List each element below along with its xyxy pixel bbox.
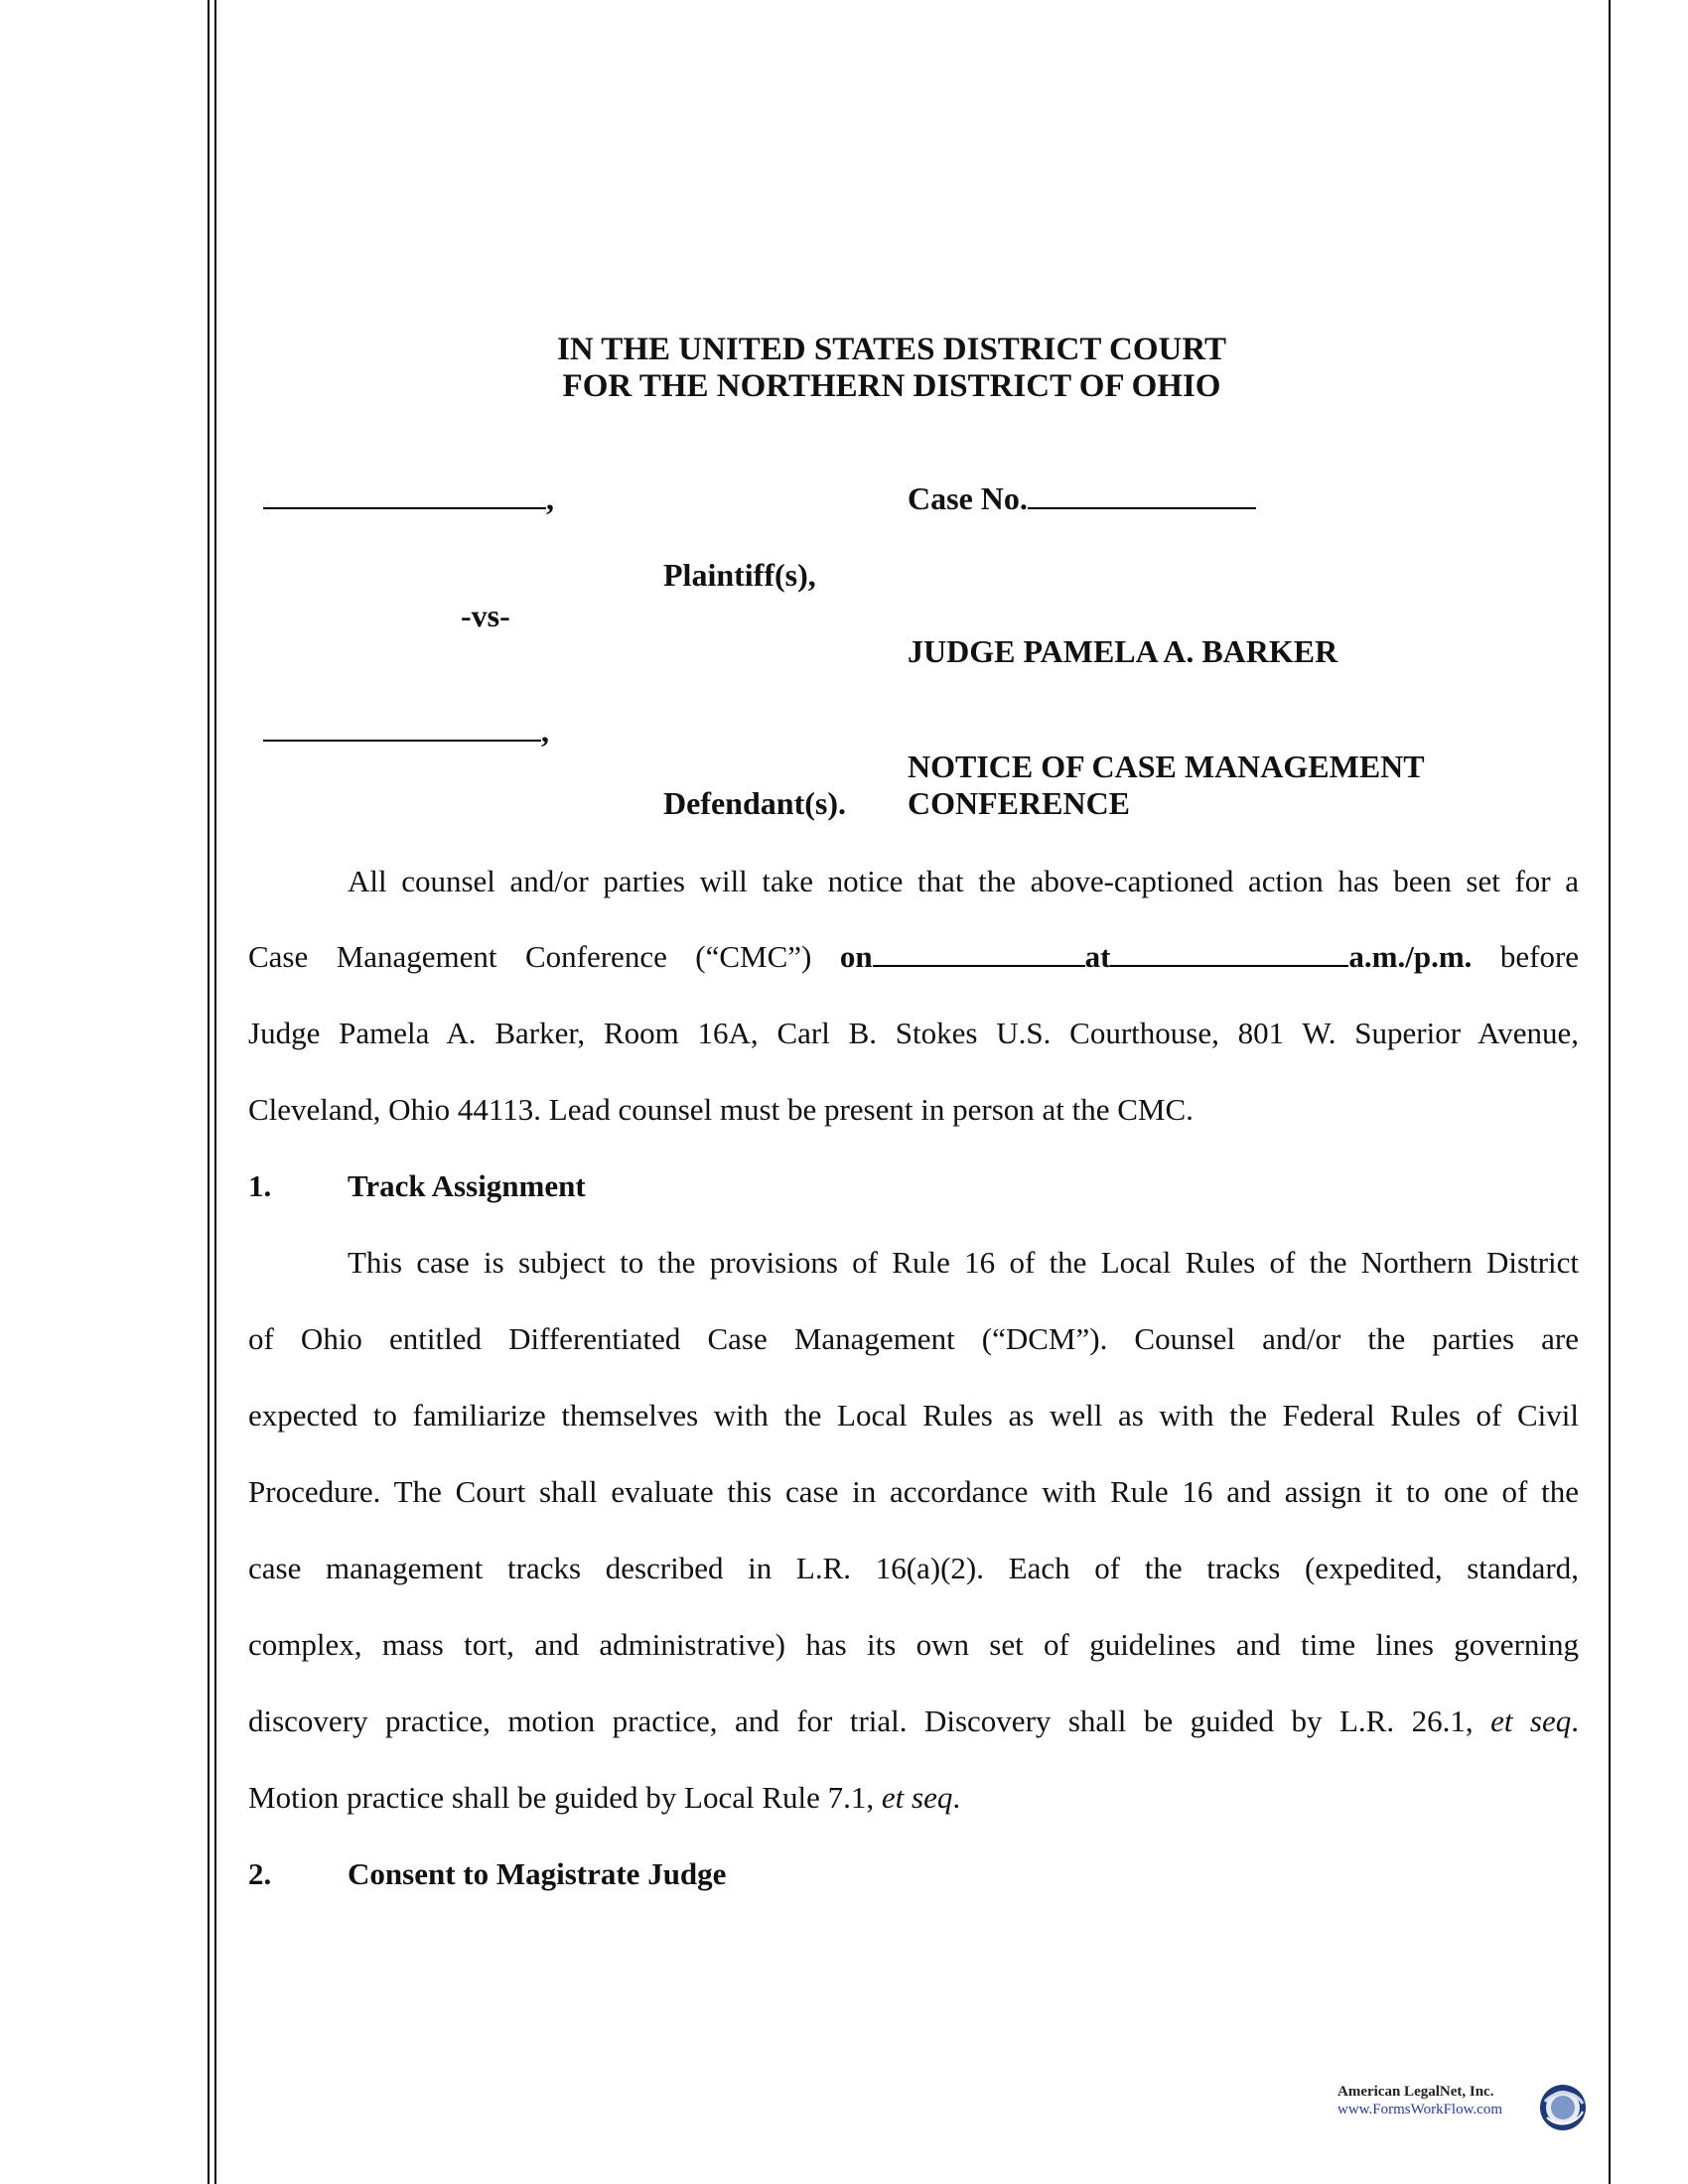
- defendant-name-field[interactable]: ,: [263, 713, 549, 750]
- court-name-line-1: IN THE UNITED STATES DISTRICT COURT: [556, 332, 1227, 367]
- case-number-field[interactable]: Case No.: [908, 480, 1256, 517]
- section-1-line-6: complex, mass tort, and administrative) has its own set of guidelines and time lines governing: [248, 1627, 1579, 1662]
- section-1-line-1: This case is subject to the provisions of Rule 16 of the Local Rules of the Northern District: [348, 1245, 1579, 1280]
- section-1-line-5: case management tracks described in L.R. 16(a)(2). Each of the tracks (expedited, standard,: [248, 1551, 1579, 1585]
- american-legalnet-logo: [1331, 2080, 1589, 2141]
- section-1-heading: Track Assignment: [348, 1168, 586, 1203]
- section-2-heading: Consent to Magistrate Judge: [348, 1856, 727, 1891]
- cmc-date-field[interactable]: [873, 939, 1085, 967]
- defendant-label: Defendant(s).: [663, 785, 846, 821]
- notice-title-line-1: NOTICE OF CASE MANAGEMENT: [908, 749, 1425, 784]
- section-1-line-2: of Ohio entitled Differentiated Case Management (“DCM”). Counsel and/or the parties are: [248, 1321, 1579, 1356]
- plaintiff-name-field[interactable]: ,: [263, 480, 554, 517]
- intro-line-4: Cleveland, Ohio 44113. Lead counsel must be present in person at the CMC.: [248, 1092, 1194, 1127]
- court-name-line-2: FOR THE NORTHERN DISTRICT OF OHIO: [562, 368, 1221, 404]
- intro-line-1: All counsel and/or parties will take notice that the above-captioned action has been set for a: [348, 864, 1579, 898]
- logo-url[interactable]: www.FormsWorkFlow.com: [1337, 2102, 1503, 2117]
- globe-logo-icon: [1537, 2080, 1589, 2135]
- judge-name: JUDGE PAMELA A. BARKER: [908, 633, 1338, 669]
- section-1-number: 1.: [248, 1168, 272, 1203]
- versus-label: -vs-: [461, 598, 510, 633]
- section-1-line-8: Motion practice shall be guided by Local Rule 7.1, et seq.: [248, 1780, 961, 1815]
- intro-line-2: Case Management Conference (“CMC”) on at a.m./p.m. before: [248, 939, 1580, 974]
- intro-line-3: Judge Pamela A. Barker, Room 16A, Carl B. Stokes U.S. Courthouse, 801 W. Superior Avenue,: [248, 1016, 1579, 1050]
- notice-title-line-2: CONFERENCE: [908, 785, 1131, 821]
- section-1-line-4: Procedure. The Court shall evaluate this case in accordance with Rule 16 and assign it to one of the: [248, 1474, 1579, 1509]
- cmc-time-field[interactable]: [1110, 939, 1348, 967]
- section-2-number: 2.: [248, 1856, 272, 1891]
- logo-company-name: American LegalNet, Inc.: [1337, 2084, 1494, 2100]
- plaintiff-label: Plaintiff(s),: [663, 557, 816, 593]
- section-1-line-3: expected to familiarize themselves with the Local Rules as well as with the Federal Rules of Civil: [248, 1398, 1579, 1433]
- section-1-line-7: discovery practice, motion practice, and for trial. Discovery shall be guided by L.R. 26.1, et seq.: [248, 1704, 1579, 1738]
